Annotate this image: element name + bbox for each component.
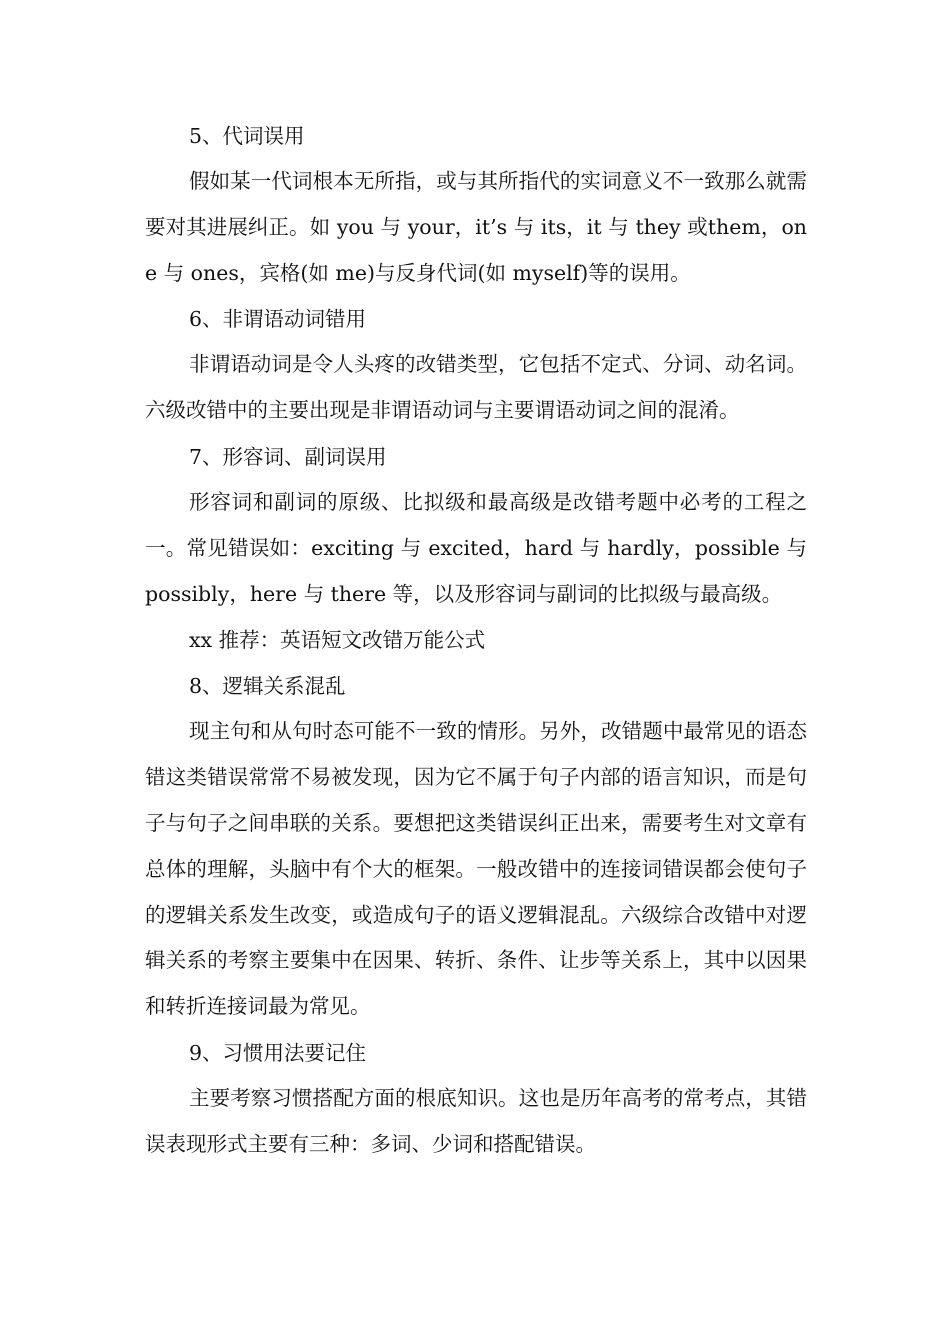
section-paragraph-pronoun: 假如某一代词根本无所指，或与其所指代的实词意义不一致那么就需要对其进展纠正。如 you 与 your，it’s 与 its，it 与 they 或them，one 与 ones，宾格(如 me)与反身代词(如 myself)等的误用。: [145, 169, 807, 285]
section-paragraph-logic: 现主句和从句时态可能不一致的情形。另外，改错题中最常见的语态错这类错误常常不易被发现，因为它不属于句子内部的语言知识，而是句子与句子之间串联的关系。要想把这类错误纠正出来，需要考生对文章有总体的理解，头脑中有个大的框架。一般改错中的连接词错误都会使句子的逻辑关系发生改变，或造成句子的语义逻辑混乱。六级综合改错中对逻辑关系的考察主要集中在因果、转折、条件、让步等关系上，其中以因果和转折连接词最为常见。: [145, 719, 807, 1019]
section-heading-logic: 8、逻辑关系混乱: [189, 674, 346, 699]
recommend-line: xx 推荐：英语短文改错万能公式: [189, 628, 486, 653]
section-paragraph-adjective-adverb: 形容词和副词的原级、比拟级和最高级是改错考题中必考的工程之一。常见错误如：exciting 与 excited，hard 与 hardly，possible 与 possibly，here 与 there 等，以及形容词与副词的比拟级与最高级。: [145, 489, 807, 606]
section-heading-usage: 9、习惯用法要记住: [189, 1040, 367, 1065]
section-heading-adjective-adverb: 7、形容词、副词误用: [189, 444, 387, 469]
section-heading-pronoun: 5、代词误用: [189, 124, 305, 148]
section-heading-nonfinite-verb: 6、非谓语动词错用: [189, 307, 367, 332]
section-paragraph-usage: 主要考察习惯搭配方面的根底知识。这也是历年高考的常考点，其错误表现形式主要有三种：多词、少词和搭配错误。: [145, 1085, 807, 1156]
document-body: [145, 113, 807, 1168]
section-paragraph-nonfinite-verb: 非谓语动词是令人头疼的改错类型，它包括不定式、分词、动名词。六级改错中的主要出现是非谓语动词与主要谓语动词之间的混淆。: [145, 352, 807, 423]
